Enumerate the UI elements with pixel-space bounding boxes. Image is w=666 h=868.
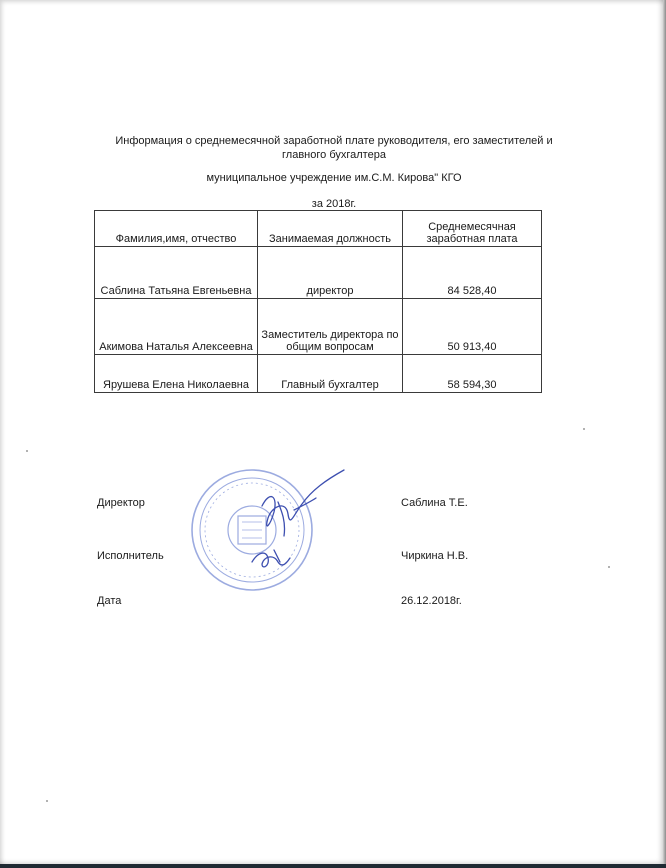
director-name: Саблина Т.Е. bbox=[401, 497, 468, 509]
official-stamp-and-signature bbox=[190, 466, 350, 598]
organization-name: муниципальное учреждение им.С.М. Кирова" КГО bbox=[206, 172, 462, 184]
scan-speck bbox=[26, 450, 28, 452]
column-header-position: Занимаемая должность bbox=[258, 211, 403, 247]
executor-label: Исполнитель bbox=[97, 550, 164, 562]
table-header-row bbox=[95, 211, 542, 247]
report-period: за 2018г. bbox=[311, 198, 357, 210]
cell-name: Саблина Татьяна Евгеньевна bbox=[95, 247, 258, 299]
document-title: Информация о среднемесячной заработной плате руководителя, его заместителей и главного бухгалтера bbox=[115, 135, 553, 161]
director-label: Директор bbox=[97, 497, 145, 509]
scan-speck bbox=[608, 566, 610, 568]
column-header-name: Фамилия,имя, отчество bbox=[95, 211, 258, 247]
date-label: Дата bbox=[97, 595, 122, 607]
table-row bbox=[95, 299, 542, 355]
cell-position: Главный бухгалтер bbox=[258, 355, 403, 393]
date-value: 26.12.2018г. bbox=[401, 595, 462, 607]
round-stamp bbox=[192, 470, 312, 590]
table-row bbox=[95, 355, 542, 393]
cell-position: директор bbox=[258, 247, 403, 299]
scan-speck bbox=[583, 428, 585, 430]
page-bottom-edge bbox=[0, 864, 666, 868]
cell-salary: 50 913,40 bbox=[403, 299, 542, 355]
cell-position: Заместитель директора по общим вопросам bbox=[258, 299, 403, 355]
executor-name: Чиркина Н.В. bbox=[401, 550, 469, 562]
cell-name: Ярушева Елена Николаевна bbox=[95, 355, 258, 393]
scan-speck bbox=[46, 800, 48, 802]
column-header-salary: Среднемесячная заработная плата bbox=[403, 211, 542, 247]
cell-salary: 84 528,40 bbox=[403, 247, 542, 299]
cell-salary: 58 594,30 bbox=[403, 355, 542, 393]
table-row bbox=[95, 247, 542, 299]
salary-table bbox=[94, 210, 542, 393]
cell-name: Акимова Наталья Алексеевна bbox=[95, 299, 258, 355]
